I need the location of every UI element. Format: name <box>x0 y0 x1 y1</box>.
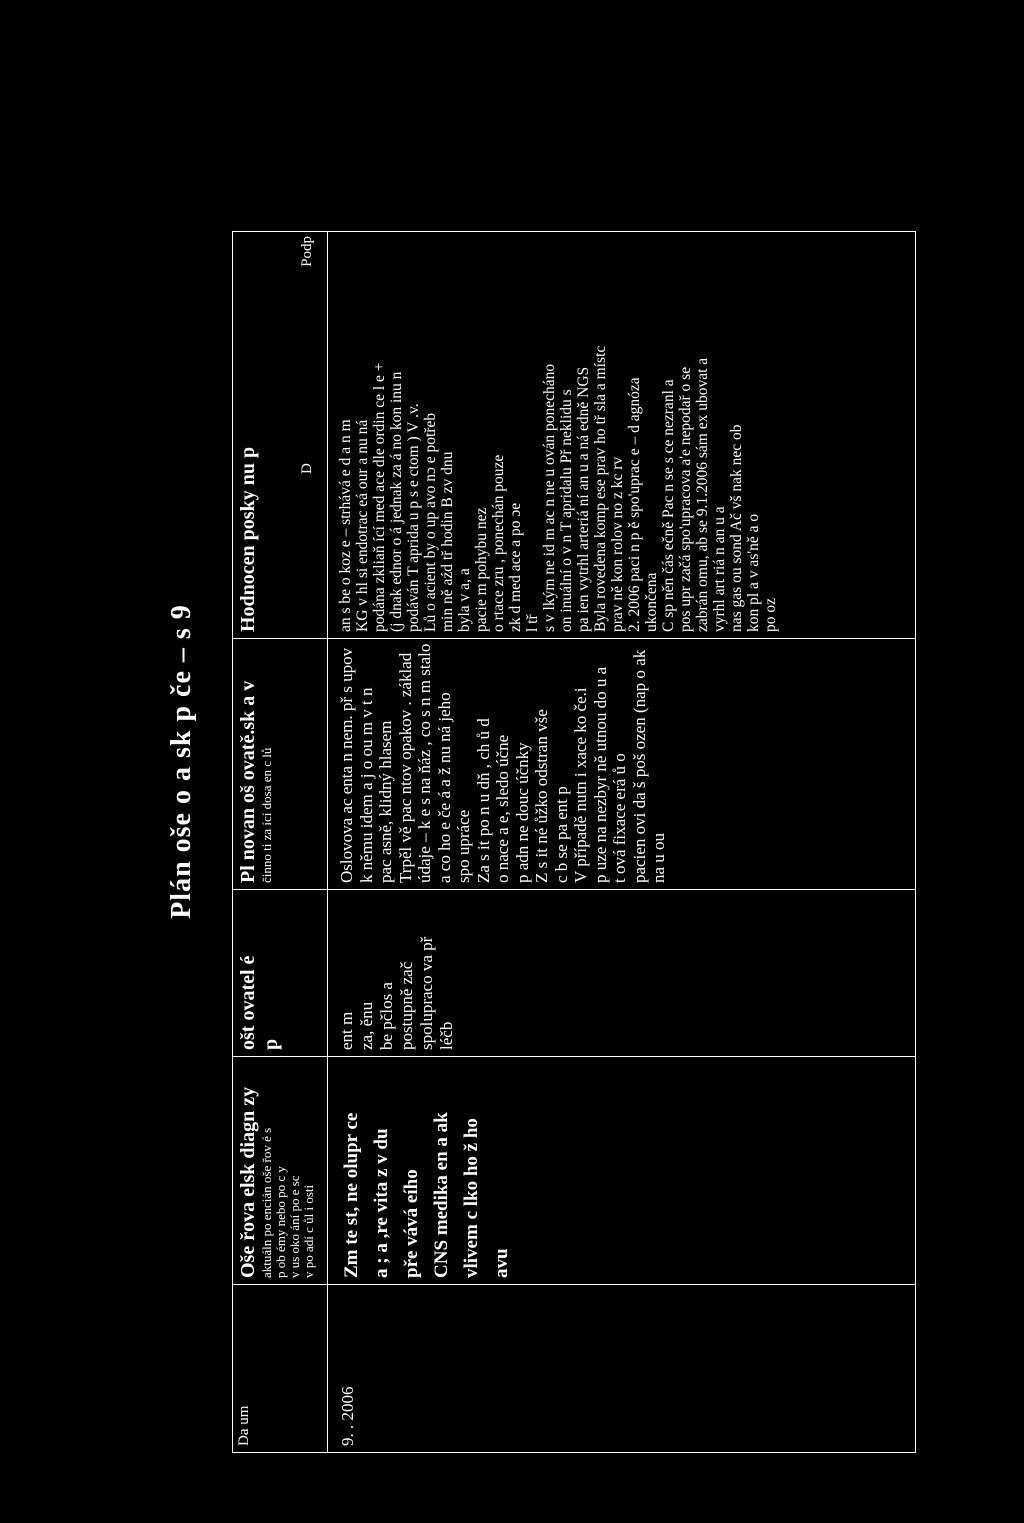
evaluation-line: 2. 2006 paci n p ě spo'uprac e – d agnóza <box>626 377 643 632</box>
diagnosis-header-title: Oše řova elsk diagn zy <box>237 1086 259 1278</box>
plan-line: Oslovova ac enta n nem. př s upov <box>337 647 356 883</box>
diagnosis-sub-line: aktuáln po encián oše řov é s <box>259 1127 274 1278</box>
evaluation-line: podáván T aprida u p s e ctom ) V .v. <box>405 403 422 632</box>
evaluation-line: s v lkým ne id m ac n ne u ován ponecháno <box>541 363 558 632</box>
goal-line: léčb <box>437 1021 456 1050</box>
goal-header <box>237 894 283 1050</box>
date-header: Da um <box>236 1405 252 1446</box>
goal-line: za, ěnu <box>357 1001 376 1050</box>
plan-line: na u ou <box>649 832 668 883</box>
goal-header-sub: p <box>260 1038 282 1050</box>
evaluation-line: C sp něn čás ečně Pac n se s ce nezranl a <box>660 379 677 632</box>
evaluation-header-sub-left: D <box>299 463 315 474</box>
evaluation-line: KG v hl si endotrac eá our a nu ná <box>354 419 371 632</box>
diagnosis-line: a ; a ,re vita z v du <box>371 1128 392 1278</box>
plan-line: p adn ne douc účnky <box>512 742 532 883</box>
plan-line: t ová fixace erá ů o <box>610 753 629 883</box>
evaluation-line: zabrán omu, ab se 9.1.2006 sám ex ubovat a <box>694 357 711 632</box>
evaluation-line: byla v a, a <box>456 568 473 632</box>
goal-line: be pčlos a <box>377 982 396 1050</box>
plan-header-title: Pl novan oš ovatě.sk a v <box>237 680 259 883</box>
plan-line: o nace a e, sledo účne <box>493 734 512 883</box>
column-plan <box>233 638 915 889</box>
care-plan-table <box>232 231 916 1453</box>
page-title: Plán oše o a sk p če – s 9 <box>166 604 197 919</box>
goal-text <box>337 894 457 1050</box>
plan-line: Z s it né ůžko odstran vše <box>532 709 551 883</box>
evaluation-line: Byla rovedena komp ese prav ho tř sla a místc <box>592 345 609 632</box>
evaluation-line: on inuální o v n T apridalu Př neklidu s <box>558 389 575 632</box>
plan-line: údaje – k e s na ňáz , co s n m stalo <box>415 643 434 883</box>
evaluation-line: o rtace zru , ponechán pouze <box>490 454 507 632</box>
diagnosis-sub-line: v po adí c ůl i osti <box>301 1184 316 1278</box>
column-diagnosis <box>233 1056 915 1284</box>
evaluation-line: pacie m pohybu nez <box>473 507 490 632</box>
diagnosis-line: Zm te st, ne olupr ce <box>341 1112 362 1278</box>
plan-line: a co ho e če á a ž nu ná jeho <box>434 692 454 883</box>
evaluation-line: podána zkliaň ící med ace dle ordin ce l e + <box>371 362 388 632</box>
evaluation-header-title: Hodnocen posky nu p <box>237 446 259 632</box>
goal-header-title: ošt ovatel é <box>237 955 259 1050</box>
plan-header-sub: činno ti za ící dosa en c lů <box>259 747 274 883</box>
evaluation-line: pa ien vytrhl arteriá ní an u a ná edně NGS <box>575 366 592 632</box>
evaluation-line: zk d med ace a po ɔe <box>507 502 524 632</box>
diagnosis-sub-line: v us oko ání po e sc <box>287 1175 302 1278</box>
plan-line: c b se pa ent p <box>551 786 571 883</box>
column-evaluation <box>233 230 915 638</box>
evaluation-line: pos upr začá spo'upracova a'e nepodař o se <box>677 366 694 632</box>
evaluation-line: po oz <box>762 597 779 632</box>
evaluation-line: ukončena <box>643 572 660 632</box>
goal-line: spolupraco va př <box>417 936 436 1050</box>
diagnosis-header <box>237 1061 316 1278</box>
plan-line: k němu idem a j o ou m v t n <box>356 687 376 883</box>
evaluation-line: nas gas ou sond Ač vš nak nec ob <box>728 424 745 632</box>
plan-line: pacien ovi da š poš ozen (nap o ak <box>629 649 649 883</box>
diagnosis-line: CNS medika en a ak <box>431 1112 452 1278</box>
plan-header <box>237 643 274 883</box>
goal-line: ent m <box>337 1011 356 1050</box>
column-goal <box>233 889 915 1056</box>
plan-line: spo upráce <box>454 809 473 883</box>
plan-line: pac asně, klidný hlasem <box>376 720 395 883</box>
evaluation-header <box>237 234 260 632</box>
diagnosis-line: pře vává eího <box>401 1169 422 1278</box>
evaluation-text <box>337 234 779 632</box>
diagnosis-sub-line: p ob émy nebo po c y <box>273 1166 288 1278</box>
plan-line: p uze na nezbyr ně utnou do u a <box>590 666 610 883</box>
evaluation-line: vyrhl art riá n an u a <box>711 506 728 632</box>
evaluation-line: kon pl a v as'ně a o <box>745 513 762 632</box>
plan-line: Za s it po n u dň , ch ů d <box>473 718 493 883</box>
evaluation-line: Lů o acient by o up avo nɔ e potřeb <box>422 412 439 632</box>
date-value: 9. . 2006 <box>338 1386 357 1446</box>
evaluation-line: prav ně kon rolov no z kc rv <box>609 456 626 632</box>
evaluation-line: an s be o koz e – strhává e d a n m <box>337 419 354 632</box>
diagnosis-text <box>337 1061 517 1278</box>
evaluation-line: (j dnak ednor o á jednak za á no kon inu n <box>388 371 405 632</box>
evaluation-line: min ně aźd tř hodin B zv dnu <box>439 451 456 632</box>
plan-text <box>337 643 669 883</box>
goal-line: postupně zač <box>397 961 416 1050</box>
column-date <box>233 1284 915 1452</box>
diagnosis-line: avu <box>491 1248 512 1278</box>
plan-line: Trpěl vě pac ntov opakov . základ <box>395 652 415 883</box>
plan-line: V případě nutn i xace ko če.i <box>571 687 590 883</box>
diagnosis-line: vlivem c lko ho ž ho <box>461 1118 482 1278</box>
evaluation-line: l tř <box>524 614 541 632</box>
evaluation-header-sub-right: Podp <box>299 236 315 267</box>
